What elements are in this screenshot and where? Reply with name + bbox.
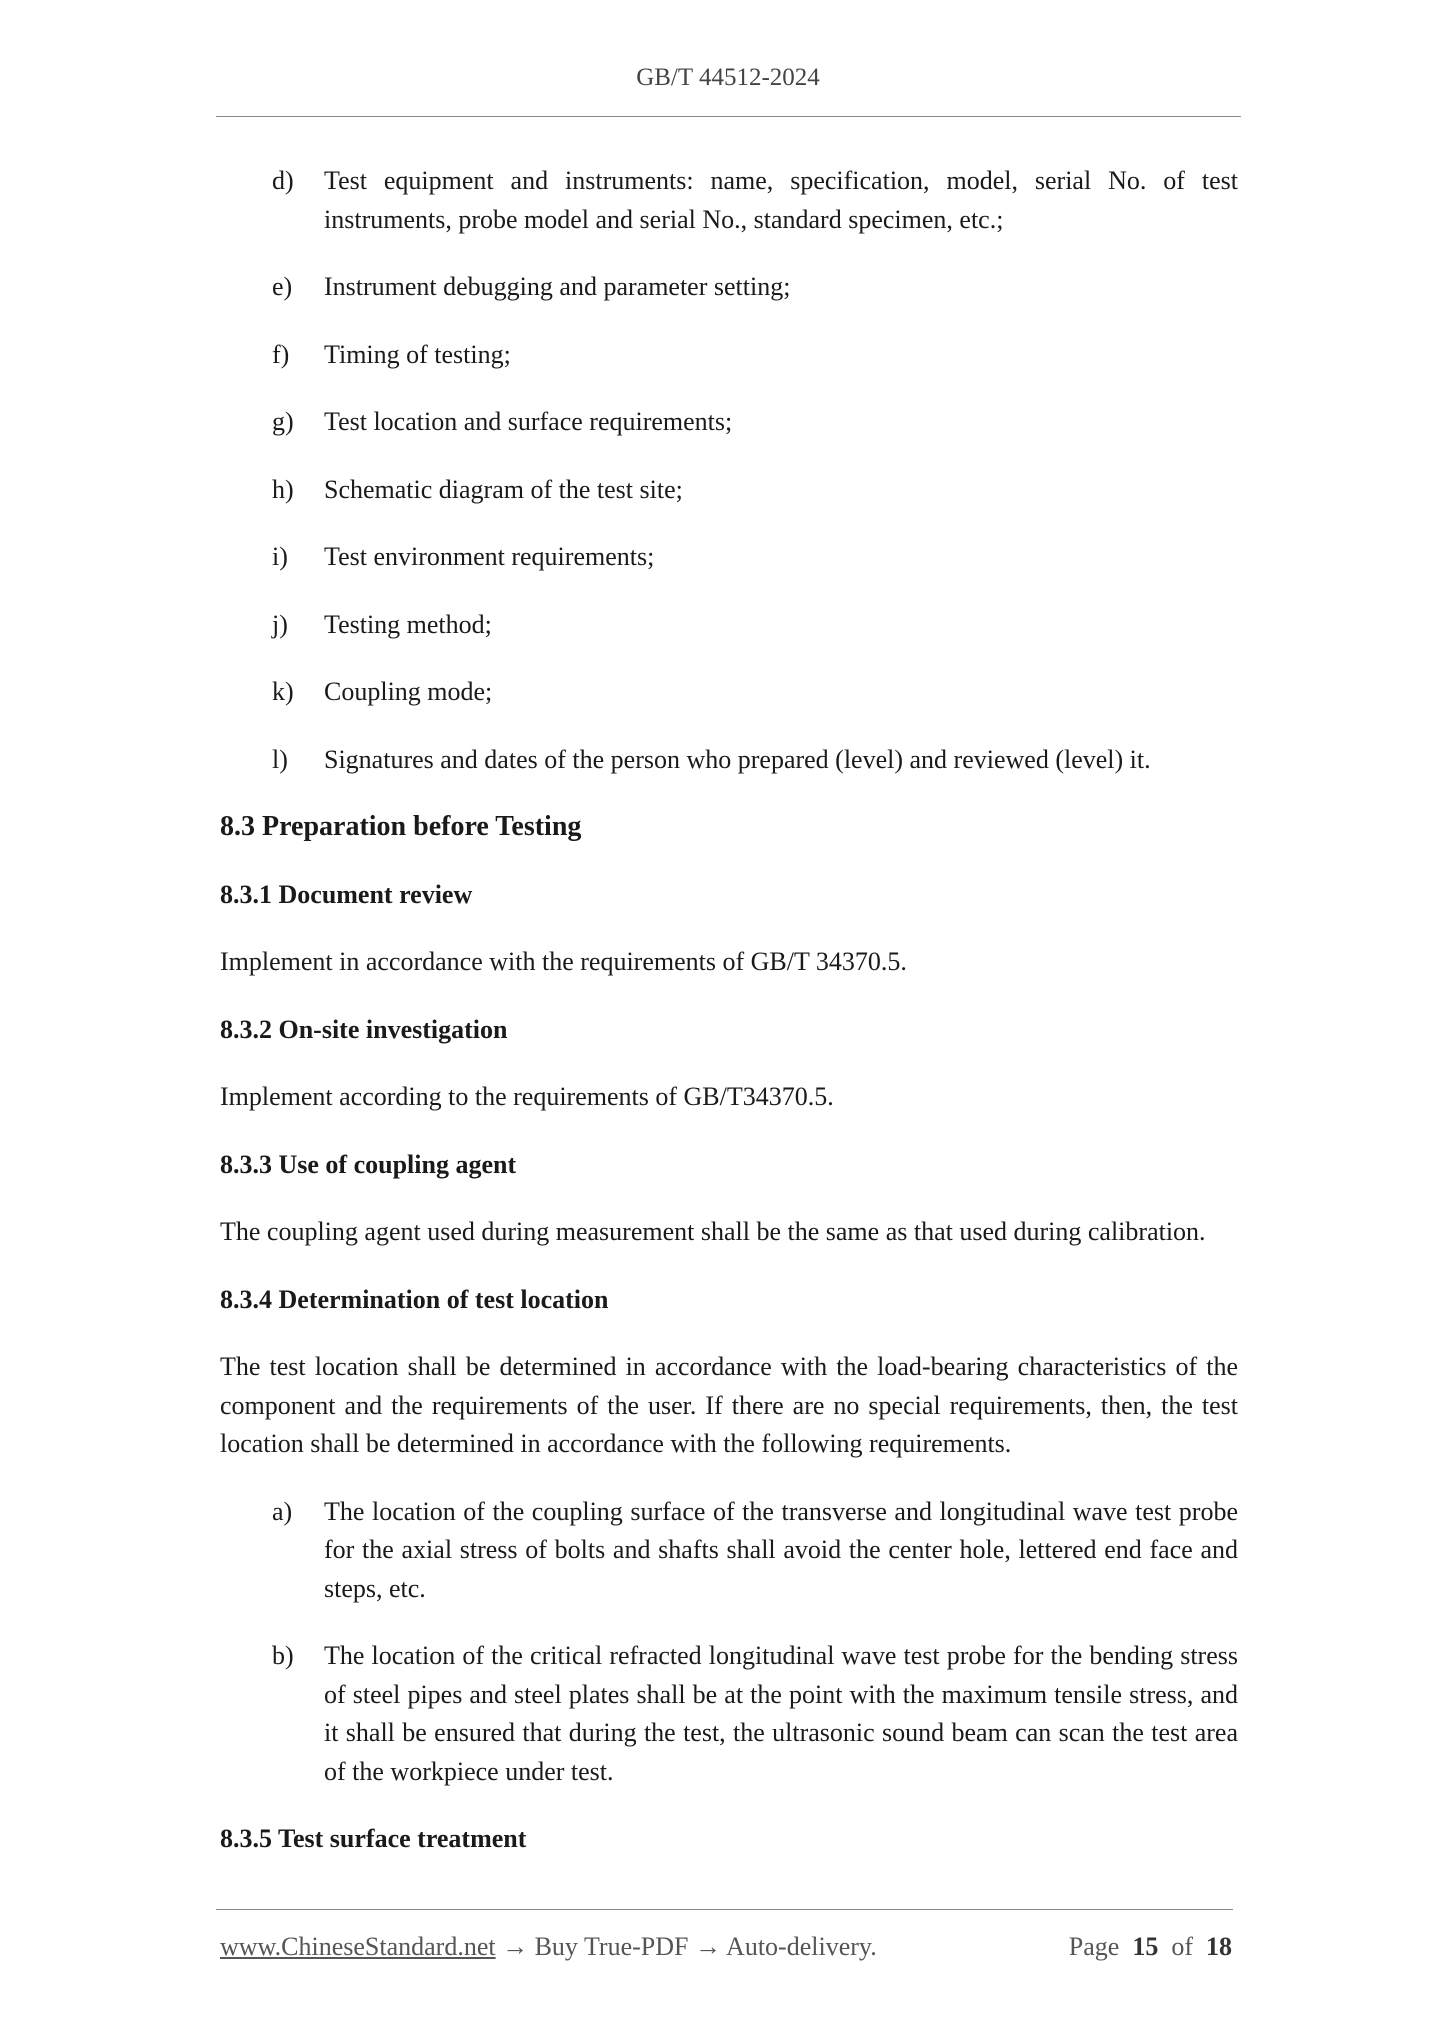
subsection-heading-8-3-2: 8.3.2 On-site investigation bbox=[220, 1014, 508, 1044]
subsection-heading-8-3-3: 8.3.3 Use of coupling agent bbox=[220, 1149, 517, 1179]
list-label: a) bbox=[272, 1496, 293, 1526]
list-item bbox=[220, 471, 1238, 510]
current-page: 15 bbox=[1132, 1932, 1159, 1961]
footer-promo-text: → Buy True-PDF → Auto-delivery. bbox=[495, 1932, 877, 1961]
total-pages: 18 bbox=[1206, 1932, 1232, 1961]
list-item bbox=[220, 162, 1238, 239]
list-label: g) bbox=[272, 407, 294, 436]
document-body bbox=[220, 162, 1238, 1888]
subsection-heading-8-3-1: 8.3.1 Document review bbox=[220, 879, 473, 909]
list-item bbox=[220, 1493, 1238, 1609]
of-word: of bbox=[1171, 1932, 1193, 1961]
list-text: Test environment requirements; bbox=[324, 542, 655, 571]
subsection-heading-8-3-4: 8.3.4 Determination of test location bbox=[220, 1284, 609, 1314]
list-text: Coupling mode; bbox=[324, 677, 493, 706]
list-label: k) bbox=[272, 677, 294, 706]
list-text: Testing method; bbox=[324, 609, 492, 639]
list-text: Signatures and dates of the person who prepared (level) and reviewed (level) it. bbox=[324, 744, 1151, 774]
footer-promo bbox=[220, 1932, 877, 1962]
list-item bbox=[220, 336, 1238, 375]
list-item bbox=[220, 1637, 1238, 1791]
list-text: Timing of testing; bbox=[324, 339, 511, 369]
list-item bbox=[220, 538, 1238, 577]
list-text: Schematic diagram of the test site; bbox=[324, 474, 683, 504]
list-label: h) bbox=[272, 474, 294, 504]
list-item bbox=[220, 403, 1238, 442]
page-number bbox=[1069, 1932, 1232, 1962]
list-text: Test equipment and instruments: name, specification, model, serial No. of test instruments, probe model and serial No., standard specimen, etc.; bbox=[324, 166, 1238, 234]
list-label: d) bbox=[272, 166, 294, 195]
list-label: b) bbox=[272, 1641, 294, 1670]
list-text: Test location and surface requirements; bbox=[324, 407, 733, 436]
subsection-heading-8-3-5: 8.3.5 Test surface treatment bbox=[220, 1824, 527, 1853]
list-label: i) bbox=[272, 542, 288, 571]
list-label: f) bbox=[272, 339, 290, 369]
paragraph: The test location shall be determined in accordance with the load-bearing characteristics of the component and the requirements of the user. If there are no special requirements, then, the test location shall be determined in accordance with the following requirements. bbox=[220, 1352, 1238, 1458]
list-label: l) bbox=[272, 744, 288, 774]
page-header: GB/T 44512-2024 bbox=[636, 64, 820, 91]
paragraph: Implement in accordance with the requirements of GB/T 34370.5. bbox=[220, 947, 907, 976]
list-label: e) bbox=[272, 272, 293, 301]
list-text: The location of the coupling surface of the transverse and longitudinal wave test probe for the axial stress of bolts and shafts shall avoid the center hole, lettered end face and steps, etc. bbox=[324, 1496, 1238, 1603]
paragraph: Implement according to the requirements of GB/T34370.5. bbox=[220, 1082, 834, 1111]
list-text: The location of the critical refracted longitudinal wave test probe for the bending stress of steel pipes and steel plates shall be at the point with the maximum tensile stress, and it shall be ensured that during the test, the ultrasonic sound beam can scan the test area of the workpiece under test. bbox=[324, 1641, 1238, 1786]
section-heading-8-3: 8.3 Preparation before Testing bbox=[220, 811, 582, 842]
footer-divider bbox=[216, 1909, 1233, 1910]
paragraph: The coupling agent used during measurement shall be the same as that used during calibration. bbox=[220, 1217, 1206, 1246]
list-item bbox=[220, 606, 1238, 645]
website-link[interactable]: www.ChineseStandard.net bbox=[220, 1932, 496, 1961]
list-item bbox=[220, 673, 1238, 712]
list-label: j) bbox=[272, 609, 288, 639]
list-item bbox=[220, 741, 1238, 780]
header-divider bbox=[216, 116, 1241, 117]
list-item bbox=[220, 268, 1238, 307]
page-word: Page bbox=[1068, 1932, 1120, 1961]
list-text: Instrument debugging and parameter setting; bbox=[324, 272, 791, 301]
